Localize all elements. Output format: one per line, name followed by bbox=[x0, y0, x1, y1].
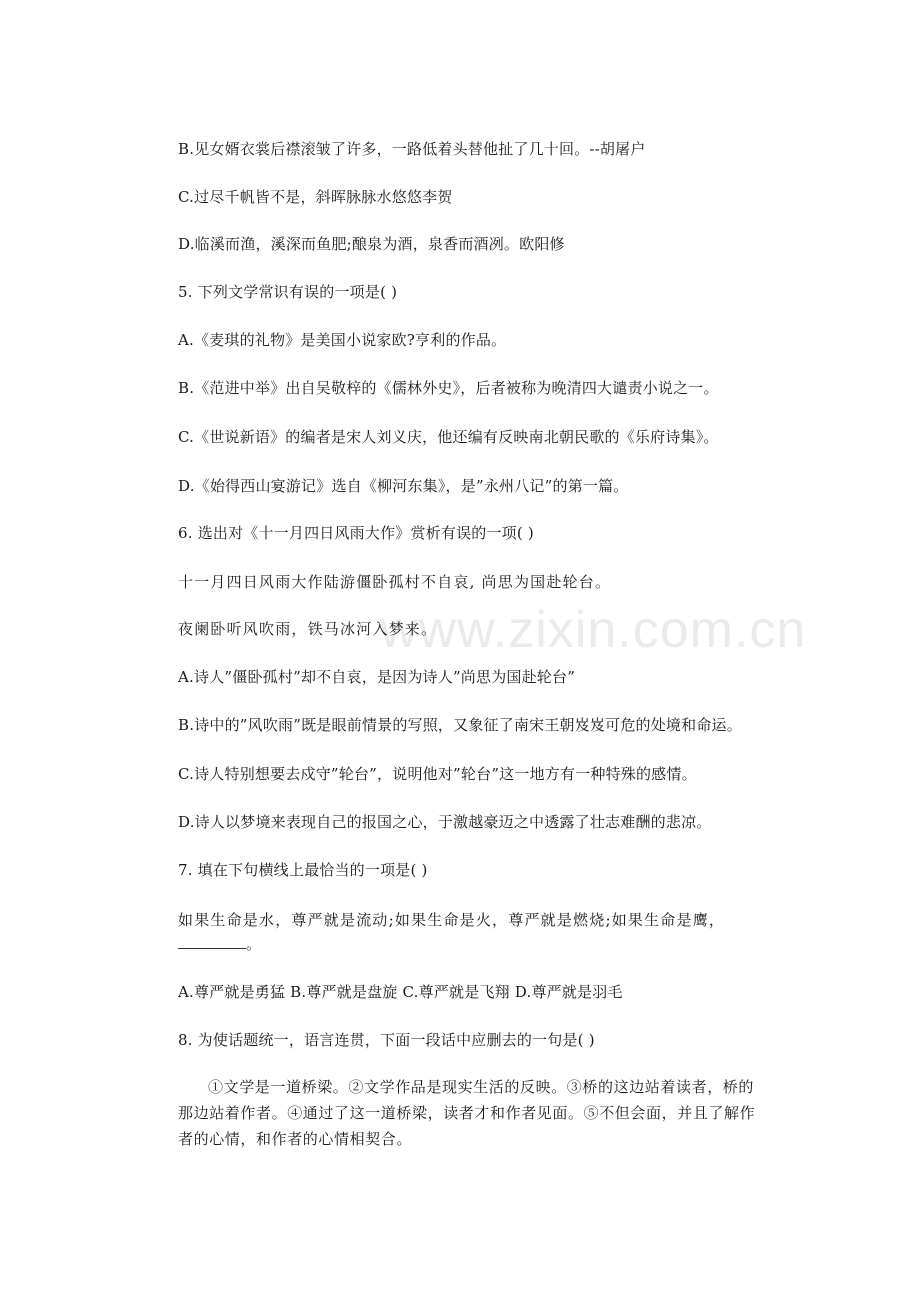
question-7: 7. 填在下句横线上最恰当的一项是( ) bbox=[178, 861, 428, 879]
question-7-options: A.尊严就是勇猛 B.尊严就是盘旋 C.尊严就是飞翔 D.尊严就是羽毛 bbox=[178, 983, 623, 1001]
question-5: 5. 下列文学常识有误的一项是( ) bbox=[178, 283, 398, 301]
question-7-stem: 如果生命是水，尊严就是流动;如果生命是火，尊严就是燃烧;如果生命是鹰， bbox=[178, 911, 726, 929]
option-d-q5: D.《始得西山宴游记》选自《柳河东集》，是”永州八记”的第一篇。 bbox=[178, 477, 629, 495]
option-d-q6: D.诗人以梦境来表现自己的报国之心，于激越豪迈之中透露了壮志难酬的悲凉。 bbox=[178, 813, 712, 831]
option-b-q5: B.《范进中举》出自吴敬梓的《儒林外史》，后者被称为晚清四大谴责小说之一。 bbox=[178, 379, 719, 397]
blank-period: 。 bbox=[246, 935, 262, 953]
question-8: 8. 为使话题统一，语言连贯，下面一段话中应删去的一句是( ) bbox=[178, 1031, 595, 1049]
watermark: www.zixin.com.cn bbox=[380, 601, 807, 659]
option-b-q6: B.诗中的”风吹雨”既是眼前情景的写照，又象征了南宋王朝岌岌可危的处境和命运。 bbox=[178, 716, 742, 734]
poem-line-2: 夜阑卧听风吹雨，铁马冰河入梦来。 bbox=[178, 620, 438, 638]
question-8-passage: ①文学是一道桥梁。②文学作品是现实生活的反映。③桥的这边站着读者，桥的那边站着作者。④通过了这一道桥梁，读者才和作者见面。⑤不但会面，并且了解作者的心情，和作者的心情相契合。 bbox=[178, 1078, 756, 1148]
option-a-q5: A.《麦琪的礼物》是美国小说家欧?亨利的作品。 bbox=[178, 331, 507, 349]
option-c-q6: C.诗人特别想要去戍守”轮台”，说明他对”轮台”这一地方有一种特殊的感情。 bbox=[178, 765, 697, 783]
option-c-q5: C.《世说新语》的编者是宋人刘义庆，他还编有反映南北朝民歌的《乐府诗集》。 bbox=[178, 428, 719, 446]
option-d-q4: D.临溪而渔，溪深而鱼肥;酿泉为酒，泉香而酒冽。欧阳修 bbox=[178, 235, 565, 253]
question-6: 6. 选出对《十一月四日风雨大作》赏析有误的一项( ) bbox=[178, 524, 534, 542]
option-a-q6: A.诗人”僵卧孤村”却不自哀，是因为诗人”尚思为国赴轮台” bbox=[178, 668, 576, 686]
option-b-q4: B.见女婿衣裳后襟滚皱了许多，一路低着头替他扯了几十回。--胡屠户 bbox=[178, 140, 646, 158]
option-c-q4: C.过尽千帆皆不是，斜晖脉脉水悠悠李贺 bbox=[178, 188, 453, 206]
poem-line-1: 十一月四日风雨大作陆游僵卧孤村不自哀, 尚思为国赴轮台。 bbox=[178, 573, 612, 591]
fill-in-blank bbox=[178, 934, 246, 949]
question-7-blank-line bbox=[178, 934, 261, 954]
